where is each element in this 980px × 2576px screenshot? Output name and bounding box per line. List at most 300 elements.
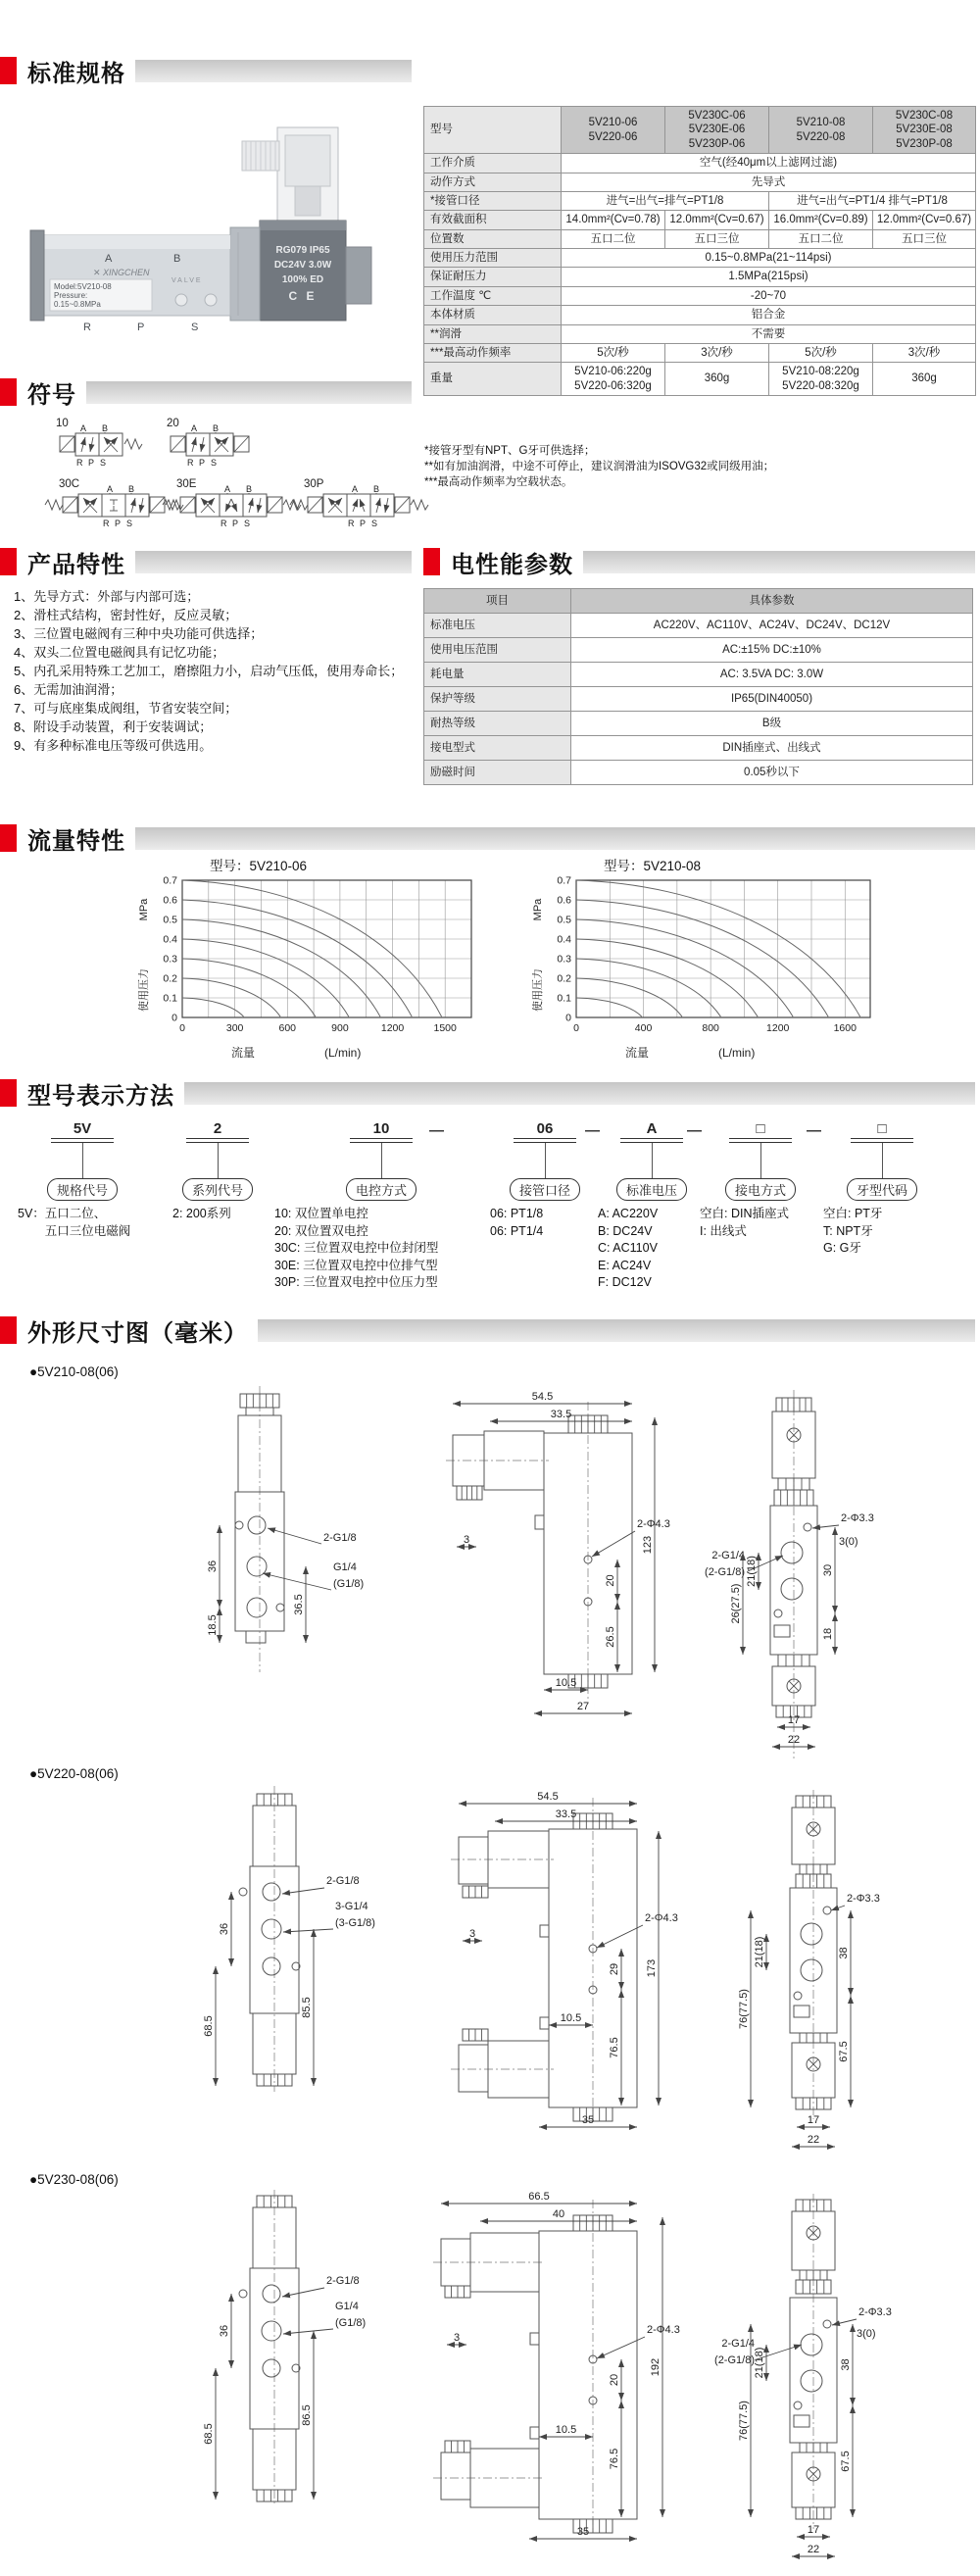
svg-text:76.5: 76.5: [609, 2448, 620, 2470]
svg-text:A: A: [191, 423, 198, 433]
svg-text:26(27.5): 26(27.5): [730, 1583, 742, 1624]
svg-text:27: 27: [576, 1701, 590, 1712]
drawing-label: ●5V220-08(06): [29, 1766, 119, 1781]
svg-text:18: 18: [822, 1627, 834, 1641]
svg-text:100% ED: 100% ED: [281, 274, 324, 285]
connector-line: [218, 1143, 219, 1178]
svg-text:(G1/8): (G1/8): [333, 1578, 365, 1590]
svg-text:10.5: 10.5: [560, 2012, 582, 2024]
svg-text:VALVE: VALVE: [172, 277, 203, 284]
spec-cell: 3次/秒: [873, 343, 976, 362]
dimension-drawing-5v230: [0, 2188, 980, 2576]
electrical-header-cell: 具体参数: [571, 589, 973, 614]
model-code-group-接电方式: [700, 1120, 821, 1240]
svg-text:10: 10: [56, 418, 69, 429]
svg-text:2-Φ4.3: 2-Φ4.3: [637, 1518, 670, 1530]
spec-row: [424, 286, 976, 305]
spec-row-label: 工作温度 ℃: [424, 286, 562, 305]
svg-text:型号：5V210-08: 型号：5V210-08: [604, 859, 702, 873]
svg-text:B: B: [246, 484, 253, 494]
dash-separator: —: [585, 1122, 600, 1139]
spec-cell: 14.0mm²(Cv=0.78): [562, 211, 665, 229]
svg-text:0.3: 0.3: [163, 953, 177, 966]
dash-separator: —: [807, 1122, 821, 1139]
svg-text:S: S: [371, 519, 378, 528]
gray-bar: [135, 60, 412, 82]
spec-cell: 空气(经40μm以上滤网过滤): [562, 154, 976, 173]
svg-text:MPa: MPa: [138, 898, 150, 921]
spec-row-label: 型号: [424, 107, 562, 154]
section-header-features: [0, 547, 412, 576]
spec-cell: 五口三位: [873, 229, 976, 248]
spec-footnotes: [424, 443, 973, 490]
svg-text:✕ XINGCHEN: ✕ XINGCHEN: [93, 268, 150, 277]
dimension-drawing-5v210: [0, 1378, 980, 1764]
model-code-box: 规格代号: [47, 1178, 118, 1201]
gray-bar: [135, 827, 975, 850]
footnote: *接管牙型有NPT、G牙可供选择；: [424, 445, 596, 457]
svg-text:P: P: [115, 519, 122, 528]
model-code-group-规格代号: [18, 1120, 147, 1240]
section-header-dimensions: [0, 1315, 975, 1345]
svg-text:流量: 流量: [625, 1046, 650, 1060]
svg-text:30E: 30E: [176, 478, 197, 490]
model-code-char: 5V: [73, 1120, 92, 1137]
svg-text:0: 0: [179, 1022, 185, 1034]
svg-text:A: A: [352, 484, 359, 494]
valve-symbol-10: [56, 418, 142, 468]
svg-text:S: S: [100, 458, 107, 468]
connector-line: [882, 1143, 883, 1178]
svg-text:36: 36: [207, 1560, 219, 1573]
svg-text:40: 40: [552, 2208, 565, 2220]
svg-text:35: 35: [576, 2526, 590, 2538]
red-block: [0, 1079, 17, 1107]
feature-item: 1、先导方式：外部与内部可选；: [14, 589, 200, 604]
svg-text:85.5: 85.5: [301, 1997, 313, 2018]
section-title: 符号: [27, 381, 76, 409]
spec-row: [424, 229, 976, 248]
spec-row-label: 工作介质: [424, 154, 562, 173]
spec-table: [423, 106, 976, 396]
svg-text:3: 3: [463, 1534, 470, 1546]
svg-text:0.6: 0.6: [557, 894, 571, 907]
svg-text:76(77.5): 76(77.5): [738, 1989, 750, 2029]
spec-cell: 12.0mm²(Cv=0.67): [665, 211, 769, 229]
svg-text:2-Φ4.3: 2-Φ4.3: [647, 2324, 680, 2336]
svg-text:B: B: [128, 484, 135, 494]
red-block: [0, 548, 17, 575]
connector-line: [545, 1143, 546, 1178]
svg-text:800: 800: [702, 1022, 719, 1034]
red-block: [423, 548, 440, 575]
spec-cell: 五口二位: [769, 229, 873, 248]
model-code-options: 10: 双位置单电控 20: 双位置双电控 30C: 三位置双电控中位封闭型 30E: 三位置双电控中位排气型 30P: 三位置双电控中位压力型: [274, 1207, 439, 1289]
feature-item: 4、双头二位置电磁阀具有记忆功能；: [14, 645, 225, 660]
svg-text:38: 38: [838, 1947, 850, 1959]
drawing-label: ●5V230-08(06): [29, 2172, 119, 2187]
spec-cell: 五口二位: [562, 229, 665, 248]
model-code-group-电控方式: [274, 1120, 488, 1292]
electrical-row: [424, 736, 973, 761]
model-code-group-牙型代码: [823, 1120, 941, 1258]
model-code-box: 电控方式: [346, 1178, 416, 1201]
electrical-table-wrap: [423, 588, 972, 785]
svg-text:2-Φ3.3: 2-Φ3.3: [858, 2306, 892, 2318]
svg-text:A: A: [105, 253, 113, 265]
red-block: [0, 824, 17, 852]
svg-text:RG079 IP65: RG079 IP65: [275, 245, 330, 256]
electrical-row: [424, 663, 973, 687]
svg-text:33.5: 33.5: [550, 1409, 572, 1420]
spec-row: [424, 363, 976, 396]
section-title: 产品特性: [27, 551, 125, 578]
svg-text:1200: 1200: [380, 1022, 405, 1034]
model-code-char: 06: [536, 1120, 554, 1137]
connector-line: [652, 1143, 653, 1178]
model-code-char: A: [646, 1120, 658, 1137]
feature-item: 7、可与底座集成阀组，节省安装空间；: [14, 701, 238, 716]
svg-text:30P: 30P: [304, 478, 324, 490]
electrical-header-cell: 项目: [424, 589, 571, 614]
feature-item: 9、有多种标准电压等级可供选用。: [14, 738, 213, 753]
section-header-symbols: [0, 377, 412, 407]
feature-item: 3、三位置电磁阀有三种中央功能可供选择；: [14, 626, 264, 641]
spec-cell: 进气=出气=排气=PT1/8: [562, 191, 769, 210]
spec-row-label: 保证耐压力: [424, 268, 562, 286]
svg-text:2-G1/8: 2-G1/8: [326, 2275, 360, 2287]
section-title: 电性能参数: [451, 551, 573, 578]
svg-text:2-Φ3.3: 2-Φ3.3: [841, 1512, 874, 1524]
svg-text:2-G1/4: 2-G1/4: [721, 2338, 755, 2350]
svg-text:(L/min): (L/min): [324, 1046, 362, 1060]
svg-text:R: R: [83, 322, 91, 333]
svg-text:R: R: [220, 519, 227, 528]
electrical-cell: B级: [571, 712, 973, 736]
flow-chart-5v210-08: [519, 855, 911, 1068]
electrical-cell: AC:±15% DC:±10%: [571, 638, 973, 663]
electrical-row: [424, 638, 973, 663]
spec-table-wrap: [423, 106, 975, 396]
electrical-cell: DIN插座式、出线式: [571, 736, 973, 761]
svg-text:流量: 流量: [231, 1046, 256, 1060]
svg-text:0.3: 0.3: [557, 953, 571, 966]
svg-text:1500: 1500: [433, 1022, 457, 1034]
svg-text:P: P: [232, 519, 239, 528]
gray-bar: [135, 551, 412, 573]
svg-text:2-G1/8: 2-G1/8: [323, 1532, 357, 1544]
svg-text:3: 3: [453, 2332, 461, 2344]
svg-text:0.2: 0.2: [557, 972, 571, 985]
svg-text:0.5: 0.5: [163, 914, 177, 926]
spec-cell: 先导式: [562, 173, 976, 191]
model-code-group-标准电压: [598, 1120, 706, 1292]
svg-text:0.7: 0.7: [557, 874, 571, 887]
svg-text:3(0): 3(0): [839, 1536, 858, 1548]
svg-text:3: 3: [468, 1928, 476, 1940]
svg-text:21(18): 21(18): [754, 2347, 765, 2379]
svg-text:1200: 1200: [766, 1022, 790, 1034]
svg-text:MPa: MPa: [532, 898, 544, 921]
spec-row: [424, 107, 976, 154]
gray-bar: [258, 1319, 975, 1342]
svg-text:2-Φ3.3: 2-Φ3.3: [847, 1893, 880, 1905]
electrical-row-label: 励磁时间: [424, 761, 571, 785]
electrical-row: [424, 614, 973, 638]
spec-cell: 360g: [873, 363, 976, 396]
svg-text:A: A: [224, 484, 231, 494]
svg-text:0.1: 0.1: [557, 992, 571, 1005]
svg-text:20: 20: [167, 418, 179, 429]
svg-text:66.5: 66.5: [528, 2191, 550, 2203]
svg-text:192: 192: [650, 2357, 662, 2377]
svg-text:0.15~0.8MPa: 0.15~0.8MPa: [54, 300, 101, 309]
section-header-model-code: [0, 1078, 975, 1108]
svg-text:17: 17: [787, 1714, 801, 1726]
svg-text:(L/min): (L/min): [718, 1046, 756, 1060]
svg-text:B: B: [173, 253, 181, 265]
spec-row: [424, 306, 976, 324]
svg-text:2-Φ4.3: 2-Φ4.3: [645, 1912, 678, 1924]
svg-text:3-G1/4: 3-G1/4: [335, 1901, 368, 1912]
svg-text:R: R: [348, 519, 355, 528]
svg-text:(2-G1/8): (2-G1/8): [705, 1566, 745, 1578]
electrical-row-label: 耐热等级: [424, 712, 571, 736]
section-header-specs: [0, 56, 412, 85]
svg-text:38: 38: [840, 2358, 852, 2371]
section-header-flow: [0, 823, 975, 853]
connector-line: [82, 1143, 83, 1178]
product-photo: [24, 90, 387, 365]
model-code-options: 06: PT1/8 06: PT1/4: [490, 1207, 544, 1238]
svg-text:300: 300: [225, 1022, 244, 1034]
svg-text:29: 29: [609, 1962, 620, 1976]
spec-cell: 3次/秒: [665, 343, 769, 362]
valve-symbol-30P: [290, 478, 428, 528]
svg-text:33.5: 33.5: [555, 1808, 577, 1820]
svg-text:0.1: 0.1: [163, 992, 177, 1005]
svg-text:0.4: 0.4: [557, 933, 571, 946]
svg-text:22: 22: [807, 2134, 820, 2146]
connector-line: [760, 1143, 761, 1178]
svg-text:B: B: [373, 484, 380, 494]
svg-text:B: B: [102, 423, 109, 433]
svg-text:35: 35: [581, 2114, 595, 2126]
svg-text:型号：5V210-06: 型号：5V210-06: [210, 859, 308, 873]
spec-row-label: **润滑: [424, 324, 562, 343]
drawing-label: ●5V210-08(06): [29, 1364, 119, 1379]
svg-text:0.2: 0.2: [163, 972, 177, 985]
feature-item: 8、附设手动装置，利于安装调试；: [14, 719, 213, 734]
svg-text:G1/4: G1/4: [335, 2301, 359, 2312]
svg-text:18.5: 18.5: [207, 1614, 219, 1636]
svg-text:400: 400: [634, 1022, 653, 1034]
valve-symbol-30E: [163, 478, 301, 528]
electrical-cell: AC220V、AC110V、AC24V、DC24V、DC12V: [571, 614, 973, 638]
model-code-box: 系列代号: [182, 1178, 253, 1201]
dash-separator: —: [687, 1122, 702, 1139]
spec-row: [424, 343, 976, 362]
spec-cell: -20~70: [562, 286, 976, 305]
svg-text:0.6: 0.6: [163, 894, 177, 907]
svg-text:76(77.5): 76(77.5): [738, 2401, 750, 2441]
spec-cell: 5V210-06:220g 5V220-06:320g: [562, 363, 665, 396]
svg-text:C E: C E: [288, 289, 318, 303]
spec-row: [424, 154, 976, 173]
svg-text:20: 20: [609, 2373, 620, 2387]
section-title: 标准规格: [27, 60, 125, 87]
valve-symbol-30C: [45, 478, 183, 528]
spec-row-label: *接管口径: [424, 191, 562, 210]
svg-text:(2-G1/8): (2-G1/8): [714, 2354, 755, 2366]
spec-row-label: 位置数: [424, 229, 562, 248]
spec-row: [424, 191, 976, 210]
svg-text:17: 17: [807, 2524, 820, 2536]
model-code-options: 2: 200系列: [172, 1207, 231, 1220]
electrical-row-label: 使用电压范围: [424, 638, 571, 663]
svg-text:54.5: 54.5: [537, 1791, 559, 1803]
model-code-char: □: [756, 1120, 765, 1137]
spec-cell: 不需要: [562, 324, 976, 343]
svg-text:A: A: [107, 484, 114, 494]
model-code-options: 空白: DIN插座式 I: 出线式: [700, 1207, 789, 1238]
spec-cell: 5V210-08:220g 5V220-08:320g: [769, 363, 873, 396]
footnote: ***最高动作频率为空载状态。: [424, 476, 573, 488]
spec-row-label: 重量: [424, 363, 562, 396]
svg-text:36: 36: [219, 2324, 230, 2338]
svg-text:0: 0: [565, 1012, 571, 1024]
spec-row: [424, 249, 976, 268]
spec-cell: 1.5MPa(215psi): [562, 268, 976, 286]
model-code-box: 标准电压: [616, 1178, 687, 1201]
svg-text:2-G1/8: 2-G1/8: [326, 1875, 360, 1887]
spec-cell: 五口三位: [665, 229, 769, 248]
spec-row: [424, 211, 976, 229]
svg-text:17: 17: [807, 2114, 820, 2126]
spec-cell: 16.0mm²(Cv=0.89): [769, 211, 873, 229]
svg-text:76.5: 76.5: [609, 2037, 620, 2058]
svg-text:20: 20: [605, 1574, 616, 1587]
svg-text:P: P: [360, 519, 367, 528]
red-block: [0, 57, 17, 84]
section-title: 型号表示方法: [27, 1082, 174, 1110]
footnote: **如有加油润滑，中途不可停止，建议润滑油为ISOVG32或同级用油；: [424, 461, 775, 472]
electrical-row-label: 耗电量: [424, 663, 571, 687]
model-code-box: 接管口径: [510, 1178, 580, 1201]
svg-text:B: B: [213, 423, 220, 433]
dash-separator: —: [429, 1122, 444, 1139]
svg-text:Pressure:: Pressure:: [54, 291, 88, 300]
section-title: 流量特性: [27, 827, 125, 855]
model-code-char: □: [877, 1120, 887, 1137]
spec-row-label: 使用压力范围: [424, 249, 562, 268]
red-block: [0, 1316, 17, 1344]
spec-cell: 5V230C-06 5V230E-06 5V230P-06: [665, 107, 769, 154]
model-code-options: A: AC220V B: DC24V C: AC110V E: AC24V F: DC12V: [598, 1207, 659, 1289]
svg-text:10.5: 10.5: [555, 2424, 577, 2436]
svg-text:2-G1/4: 2-G1/4: [711, 1550, 745, 1561]
svg-text:1600: 1600: [833, 1022, 857, 1034]
spec-cell: 5V230C-08 5V230E-08 5V230P-08: [873, 107, 976, 154]
svg-text:123: 123: [642, 1535, 654, 1555]
svg-text:21(18): 21(18): [746, 1556, 758, 1587]
svg-text:10.5: 10.5: [555, 1677, 577, 1689]
svg-text:P: P: [137, 322, 145, 333]
model-code-group-系列代号: [172, 1120, 263, 1223]
feature-list: [14, 587, 417, 755]
svg-text:使用压力: 使用压力: [532, 968, 544, 1012]
electrical-row-label: 标准电压: [424, 614, 571, 638]
section-title: 外形尺寸图（毫米）: [27, 1319, 248, 1347]
spec-row-label: 动作方式: [424, 173, 562, 191]
svg-text:0.7: 0.7: [163, 874, 177, 887]
spec-row: [424, 324, 976, 343]
svg-text:36.5: 36.5: [293, 1594, 305, 1615]
svg-text:22: 22: [807, 2544, 820, 2555]
svg-text:A: A: [80, 423, 87, 433]
dimension-drawing-5v220: [0, 1782, 980, 2169]
svg-text:30: 30: [822, 1563, 834, 1577]
svg-text:R: R: [187, 458, 194, 468]
svg-text:DC24V 3.0W: DC24V 3.0W: [273, 260, 332, 271]
spec-row-label: 本体材质: [424, 306, 562, 324]
svg-text:Model:5V210-08: Model:5V210-08: [54, 282, 112, 291]
svg-text:P: P: [199, 458, 206, 468]
spec-row-label: 有效截面积: [424, 211, 562, 229]
svg-text:0: 0: [172, 1012, 177, 1024]
gray-bar: [86, 381, 412, 404]
spec-row: [424, 173, 976, 191]
model-code-options: 5V：五口二位、 五口三位电磁阀: [18, 1207, 131, 1238]
svg-text:3(0): 3(0): [857, 2328, 876, 2340]
spec-cell: 5次/秒: [769, 343, 873, 362]
model-code-box: 牙型代码: [847, 1178, 917, 1201]
svg-text:54.5: 54.5: [531, 1391, 554, 1403]
svg-text:67.5: 67.5: [840, 2451, 852, 2472]
svg-text:600: 600: [278, 1022, 297, 1034]
svg-text:30C: 30C: [59, 478, 80, 490]
feature-item: 2、滑柱式结构，密封性好，反应灵敏；: [14, 608, 238, 622]
electrical-cell: IP65(DIN40050): [571, 687, 973, 712]
flow-chart-5v210-06: [125, 855, 503, 1068]
connector-line: [381, 1143, 382, 1178]
feature-item: 5、内孔采用特殊工艺加工，磨擦阻力小，启动气压低，使用寿命长；: [14, 664, 404, 678]
spec-cell: 进气=出气=PT1/4 排气=PT1/8: [769, 191, 976, 210]
spec-cell: 5V210-06 5V220-06: [562, 107, 665, 154]
spec-row-label: ***最高动作频率: [424, 343, 562, 362]
model-code-box: 接电方式: [725, 1178, 796, 1201]
svg-text:R: R: [103, 519, 110, 528]
spec-cell: 0.15~0.8MPa(21~114psi): [562, 249, 976, 268]
svg-text:R: R: [76, 458, 83, 468]
model-code-char: 10: [372, 1120, 390, 1137]
svg-text:86.5: 86.5: [301, 2404, 313, 2426]
svg-text:21(18): 21(18): [754, 1936, 765, 1968]
svg-text:S: S: [211, 458, 218, 468]
svg-text:S: S: [126, 519, 133, 528]
electrical-row: [424, 761, 973, 785]
svg-text:(3-G1/8): (3-G1/8): [335, 1917, 375, 1929]
svg-text:68.5: 68.5: [203, 2423, 215, 2445]
electrical-row-label: 保护等级: [424, 687, 571, 712]
gray-bar: [184, 1082, 975, 1105]
spec-cell: 5次/秒: [562, 343, 665, 362]
svg-text:36: 36: [219, 1922, 230, 1936]
svg-text:900: 900: [331, 1022, 349, 1034]
svg-text:S: S: [244, 519, 251, 528]
svg-text:68.5: 68.5: [203, 2015, 215, 2037]
electrical-cell: 0.05秒以下: [571, 761, 973, 785]
